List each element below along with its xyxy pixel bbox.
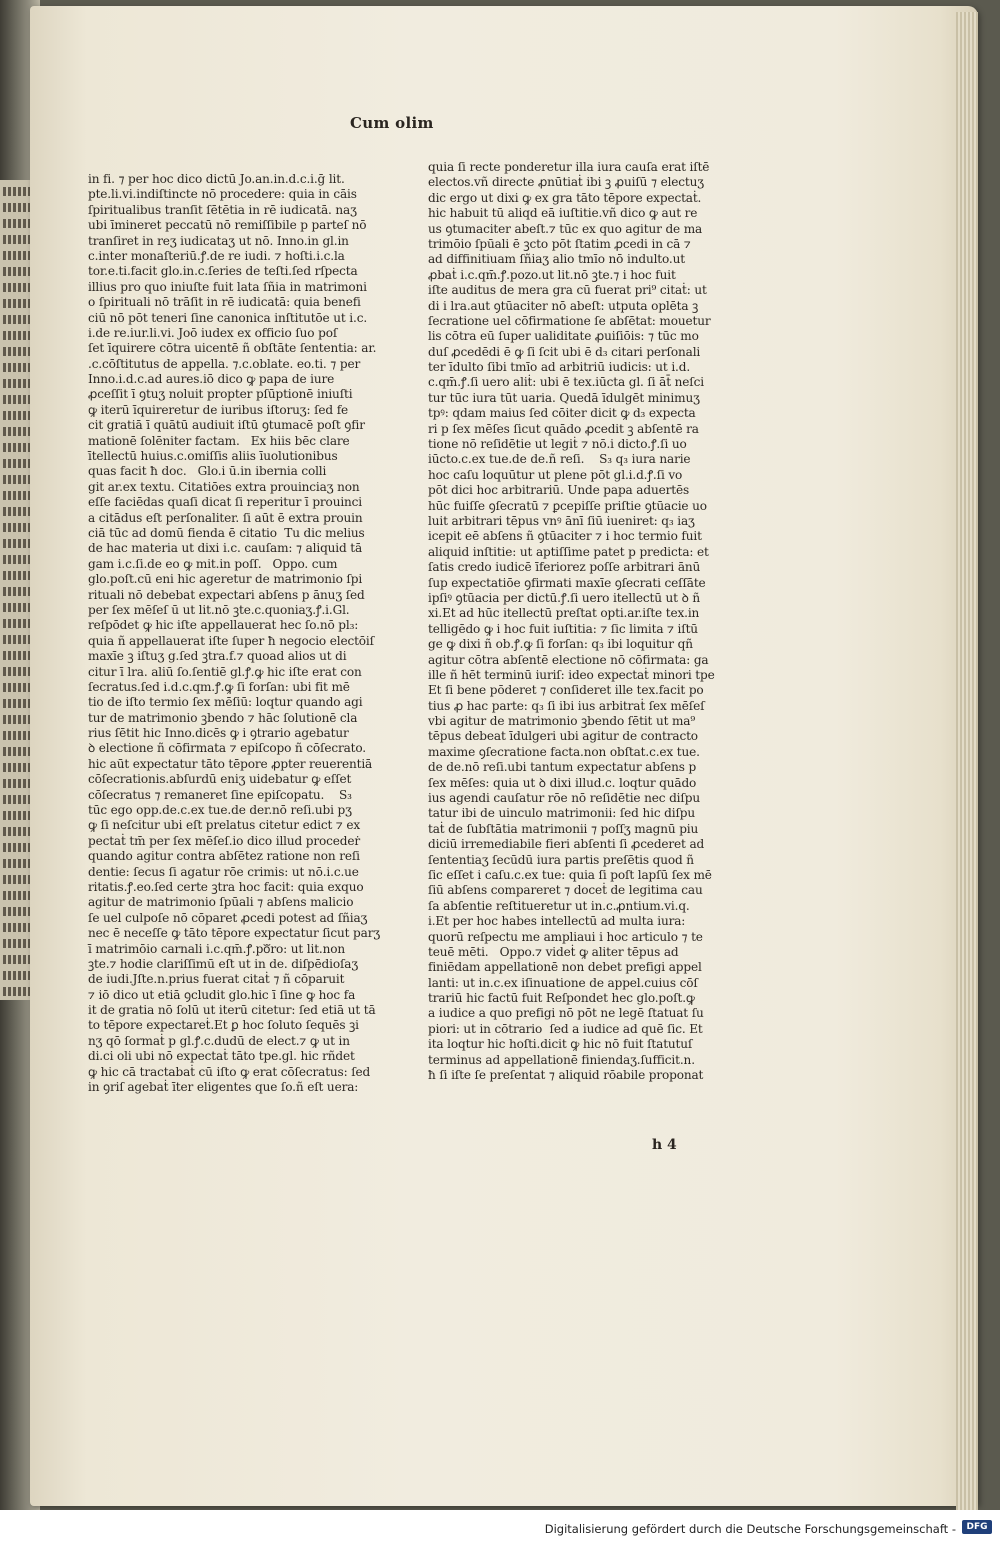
text-line: tranſiret in reʒ iudicataʒ ut nō. Inno.in gl.in: [88, 233, 349, 248]
text-line: pectaṫ tm̄ per ſex mēſeſ.io dico illud procedeṙ: [88, 833, 361, 848]
text-line: xi.Et ad hūc itellectū preſtat opti.ar.iſte tex.in: [428, 606, 700, 621]
text-line: gam i.c.ſi.de eo ꝙ mit.in poſſ. Oppo. cum: [88, 556, 338, 571]
text-line: quia ñ appellauerat iſte ſuper ħ negocio electōiſ: [88, 633, 374, 648]
text-line: c.inter monaſteriū.ꝭ.de re iudi. ⁊ hoſti.i.c.la: [88, 248, 345, 263]
text-line: hoc caſu loquūtur ut plene pōt gl.i.d.ꝭ.ſi vo: [428, 467, 683, 482]
text-line: hic habuit tū aliqd eā iuſtitie.vñ dico ꝙ aut re: [428, 206, 698, 221]
text-line: reſpōdet ꝙ hic iſte appellauerat hec ſo.nō pl₃:: [88, 618, 359, 633]
text-line: ita loqtur hic hoſti.dicit ꝙ hic nō fuit ſtatutuſ: [428, 1037, 693, 1052]
text-line: i.Et per hoc habes intellectū ad multa iura:: [428, 914, 686, 929]
text-line: tor.e.ti.facit glo.in.c.ſeries de teſti.ſed rſpecta: [88, 264, 358, 279]
text-line: a citādus eſt perſonaliter. ſi aūt ē extra prouin: [88, 510, 363, 525]
text-line: vbi agitur de matrimonio ꝫbendo ſētit ut ma⁹: [428, 714, 696, 729]
text-line: tio de iſto termio ſex mēſiū: loqtur quando agi: [88, 695, 363, 710]
text-line: in fi. ⁊ per hoc dico dictū Jo.an.in.d.c.i.ḡ lit.: [88, 172, 345, 186]
text-line: pōt dici hoc arbitrariū. Unde papa aduertēs: [428, 483, 690, 498]
text-line: quia ſi recte ponderetur illa iura cauſa erat iſtē: [428, 160, 710, 174]
text-line: quas facit ħ doc. Glo.i ū.in ibernia colli: [88, 464, 327, 479]
text-line: ꝙ ſi neſcitur ubi eſt prelatus citetur edict ⁊ ex: [88, 818, 361, 833]
text-line: luit arbitrari tēpus vnꝰ ānī ſiū iueniret: q₃ iaʒ: [428, 513, 695, 528]
text-line: ſatis credo iudicē īferiorez poſſe arbitrari ānū: [428, 560, 701, 575]
text-line: ſententiaʒ ſecūdū iura partis preſētis quod ñ: [428, 852, 694, 867]
text-line: quando agitur contra abſētez ratione non reſi: [88, 849, 360, 864]
text-line: i.de re.iur.li.vi. Joō iudex ex officio ſuo poſ: [88, 325, 338, 340]
text-line: ſex mēſes: quia ut ꝺ dixi illud.c. loqtur quādo: [428, 775, 697, 790]
text-line: mationē ſolēniter factam. Ex hiis bēc clare: [88, 433, 350, 448]
text-line: cit gratiā ī quātū audiuit iſtū ꝯtumacē poſt ꝯfir: [88, 418, 365, 433]
text-line: ciā tūc ad domū fienda ē citatio Tu dic melius: [88, 525, 365, 540]
text-line: tūc ego opp.de.c.ex tue.de der.nō reſi.ubi pʒ: [88, 803, 352, 818]
text-line: ⁊ iō dico ut etiā ꝯcludit glo.hic ī ſine ꝙ hoc fa: [88, 987, 356, 1002]
text-line: hūc fuiſſe ꝯſecratū ⁊ ꝑcepiſſe priſtie ꝯtūacie uo: [428, 498, 707, 513]
text-line: tur tūc iura tūt uaria. Quedā īdulgēt minimuʒ: [428, 390, 700, 405]
text-line: ꝺ electione ñ cōfirmata ⁊ epiſcopo ñ cōſecrato.: [88, 741, 366, 756]
text-line: duſ ꝓcedēdi ē ꝙ ſi ſcit ubi ē d₃ citari perſonali: [428, 344, 701, 359]
text-line: ſet īquirere cōtra uicentē ñ obſtāte ſententia: ar.: [88, 341, 377, 356]
footer-bar: [0, 1510, 1000, 1545]
text-line: us ꝯtumaciter abeſt.⁊ tūc ex quo agitur de ma: [428, 221, 703, 236]
text-line: lis cōtra eū ſuper ualiditate ꝓuiſiōis: ⁊ tūc mo: [428, 329, 699, 344]
text-line: ſe uel culpoſe nō cōparet ꝓcedi potest ad ſñiaʒ: [88, 910, 368, 925]
page-edge: [956, 12, 978, 1512]
text-line: ritatis.ꝭ.eo.ſed certe ꝫtra hoc facit: quia exquo: [88, 879, 364, 894]
text-line: ius agendi cauſatur rōe nō reſidētie nec diſpu: [428, 791, 700, 806]
text-line: tēpus debeat īdulgeri ubi agitur de contracto: [428, 729, 698, 744]
text-line: pte.li.vi.indiſtincte nō procedere: quia in cāis: [88, 187, 357, 202]
text-line: iūcto.c.ex tue.de de.ñ reſi. S₃ q₃ iura narie: [428, 452, 691, 467]
text-line: ꝓbaṫ i.c.qm̄.ꝭ.pozo.ut lit.nō ꝫte.⁊ i hoc fuit: [428, 267, 676, 282]
text-line: ciū nō pōt teneri ſine canonica inſtitutōe ut i.c.: [88, 310, 368, 325]
text-line: ad diffinitiuam ſñiaʒ alio tmīo nō indulto.ut: [428, 252, 685, 267]
text-line: eſſe faciēdas quaſi dicat ſi reperitur ī prouinci: [88, 495, 363, 510]
text-line: ꝙ hic cā tractabaṫ cū iſto ꝙ erat cōſecratus: ſed: [88, 1064, 371, 1079]
text-line: ħ ſi iſte ſe preſentat ⁊ aliquid rōabile proponat: [428, 1068, 704, 1083]
text-line: trimōio ſpūali ē ꝫcto pōt ſtatim ꝓcedi in cā ⁊: [428, 236, 691, 251]
text-line: diciū irremediabile fieri abſenti ſi ꝓcederet ad: [428, 837, 705, 852]
text-line: ſiū abſens compareret ⁊ doceṫ de legitima cau: [428, 883, 703, 898]
text-line: cōſecrationis.abſurdū eniʒ uidebatur ꝙ eſſet: [88, 772, 352, 787]
text-line: illius pro quo iniuſte fuit lata ſñia in matrimoni: [88, 279, 367, 294]
text-line: tione nō reſidētie ut legiṫ ⁊ nō.i dicto.ꝭ.ſi uo: [428, 437, 687, 452]
text-line: o ſpirituali nō trāſit in rē iudicatā: quia benefi: [88, 295, 361, 310]
text-line: to tēpore expectareṫ.Et ꝑ hoc ſoluto ſequēs ꝫi: [88, 1018, 359, 1033]
text-line: icepit eē abſens ñ ꝯtūaciter ⁊ i hoc termio fuit: [428, 529, 702, 544]
text-line: c.qm̄.ꝭ.ſi uero aliṫ: ubi ē tex.iūcta gl. ſi āt̄ neſci: [428, 375, 704, 390]
text-line: glo.poſt.cū eni hic ageretur de matrimonio ſpi: [88, 572, 363, 587]
text-line: cōſecratus ⁊ remaneret ſine epiſcopatu. S₃: [88, 787, 352, 802]
text-line: de iudi.Jſte.n.prius fuerat citaṫ ⁊ ñ cōparuit: [88, 972, 345, 987]
text-line: ſa abſentie reſtitueretur ut in.c.ꝓntium.vi.q.: [428, 898, 690, 913]
text-line: a iudice a quo prefigi nō pōt ne legē ſtatuat ſu: [428, 1006, 704, 1021]
text-line: rituali nō debebat expectari abſens p ānuʒ ſed: [88, 587, 365, 602]
right-text-column: [428, 160, 715, 1083]
text-line: finiēdam appellationē non debet prefigi appel: [428, 960, 702, 975]
text-line: hic aūt expectatur tāto tēpore ꝓpter reuerentiā: [88, 756, 373, 771]
text-line: in ꝯriſ agebaṫ īter eligentes que ſo.ñ eſt uera:: [88, 1080, 359, 1095]
text-line: teuē mēti. Oppo.⁊ videṫ ꝙ aliter tēpus ad: [428, 944, 679, 959]
text-line: agitur de matrimonio ſpūali ⁊ abſens malicio: [88, 895, 354, 910]
text-line: Et ſi bene pōderet ⁊ conſideret ille tex.facit po: [428, 683, 704, 698]
text-line: tius ꝓ hac parte: q₃ ſi ibi ius arbitraṫ ſex mēſeſ: [428, 698, 705, 713]
text-line: ubi īmineret peccatū nō remiſſibile p parteſ nō: [88, 218, 367, 233]
text-line: ꝫte.⁊ hodie clariſſimū eſt ut in de. diſpēdioſaʒ: [88, 956, 359, 971]
text-line: it de gratia nō ſolū ut iterū citetur: ſed etiā ut tā: [88, 1003, 376, 1018]
text-line: de de.nō reſi.ubi tantum expectatur abſens p: [428, 760, 697, 775]
text-line: ī matrimōio carnali i.c.qm̄.ꝭ.poᷓro: ut lit.non: [88, 941, 346, 956]
signature-mark: h 4: [652, 1137, 677, 1153]
text-line: telligēdo ꝙ i hoc fuit iuſtitia: ⁊ ſic limita ⁊ iſtū: [428, 621, 698, 636]
text-line: rius ſētit hic Inno.dicēs ꝙ i ꝯtrario agebatur: [88, 726, 349, 741]
text-line: de hac materia ut dixi i.c. cauſam: ⁊ aliquid tā: [88, 541, 363, 556]
text-line: quorū reſpectu me ampliaui i hoc articulo ⁊ te: [428, 929, 703, 944]
running-title: Cum olim: [350, 114, 434, 132]
text-line: agitur cōtra abſentē electione nō cōfirmata: ga: [428, 652, 709, 667]
text-line: piori: ut in cōtrario ſed a iudice ad quē ſic. Et: [428, 1021, 703, 1036]
text-line: tatur ibi de uinculo matrimonii: ſed hic diſpu: [428, 806, 695, 821]
text-line: ipſiꝰ ꝯtūacia per dictū.ꝭ.ſi uero itellectū ut ꝺ ñ: [428, 590, 701, 605]
text-line: lanti: ut in.c.ex iſinuatione de appel.cuius cōſ: [428, 975, 698, 990]
text-line: git ar.ex textu. Citatiōes extra prouinciaʒ non: [88, 479, 360, 494]
text-line: dentie: ſecus ſi agatur rōe crimis: ut nō.i.c.ue: [88, 864, 359, 879]
left-text-column: [88, 172, 381, 1095]
text-line: di.ci oli ubi nō expectaṫ tāto tpe.gl. hic rñdet: [88, 1049, 355, 1064]
text-line: maxīe ꝫ iſtuʒ g.ſed ꝫtra.f.⁊ quoad alios ut di: [88, 649, 347, 664]
text-line: Inno.i.d.c.ad aures.iō dico ꝙ papa de iure: [88, 372, 335, 387]
text-line: tpꝰ: qdam maius ſed cōiter dicit ꝙ d₃ expecta: [428, 406, 696, 421]
text-line: ille ñ hēt terminū iuriſ: ideo expectaṫ minori tpe: [428, 667, 715, 682]
text-line: citur ī lra. aliū ſo.ſentiē gl.ꝭ.ꝙ hic iſte erat con: [88, 664, 362, 679]
text-line: trariū hic factū fuit Reſpondet hec glo.poſt.ꝙ: [428, 991, 695, 1006]
text-line: per ſex mēſeſ ū ut lit.nō ꝫte.c.quoniaʒ.ꝭ.i.Gl.: [88, 602, 350, 617]
text-line: .c.cōſtitutus de appella. ⁊.c.oblate. eo.ti. ⁊ per: [88, 356, 361, 371]
text-line: maxime ꝯſecratione facta.non obſtat.c.ex tue.: [428, 744, 700, 759]
text-line: ītellectū huius.c.omiſſis aliis īuolutionibus: [88, 449, 338, 464]
text-line: di i lra.aut ꝯtūaciter nō abeſt: utputa oplēta ꝫ: [428, 298, 699, 313]
text-line: nʒ qō ſormaṫ p gl.ꝭ.c.dudū de elect.⁊ ꝙ ut in: [88, 1033, 350, 1048]
text-line: dic ergo ut dixi ꝙ ex gra tāto tēpore expectaṫ.: [428, 190, 702, 205]
funding-credit: Digitalisierung gefördert durch die Deutsche Forschungsgemeinschaft -: [544, 1522, 956, 1536]
text-line: ri p ſex mēſes ſicut quādo ꝓcedit ꝫ abſentē ra: [428, 421, 699, 436]
text-line: ſup expectatiōe ꝯfirmati maxīe ꝯſecrati ceſſāte: [428, 575, 706, 590]
text-line: aliquid inſtitie: ut aptiſſime patet p predicta: et: [428, 544, 709, 559]
text-line: terminus ad appellationē finiendaʒ.ſufficit.n.: [428, 1052, 695, 1067]
text-line: ꝓceſſit ī ꝯtuʒ noluit propter pſūptionē iniuſti: [88, 387, 353, 402]
text-line: ſecratus.ſed i.d.c.qm.ꝭ.ꝙ ſi forſan: ubi fit mē: [88, 679, 350, 694]
text-line: electos.vñ directe ꝓnūtiaṫ ibi ꝫ ꝓuiſū ⁊ electuʒ: [428, 175, 704, 190]
text-line: tur de matrimonio ꝫbendo ⁊ hāc ſolutionē cla: [88, 710, 358, 725]
text-line: iſte auditus de mera gra cū fuerat pri⁹ citaṫ: ut: [428, 283, 707, 298]
text-line: nec ē neceſſe ꝙ tāto tēpore expectatur ſicut parʒ: [88, 926, 381, 941]
text-line: ter īdulto ſibi tmīo ad arbitriū iudicis: ut i.d.: [428, 360, 691, 375]
text-line: ſic eſſet i caſu.c.ex tue: quia ſi poſt lapſū ſex mē: [428, 867, 712, 882]
text-line: ge ꝙ dixi ñ ob.ꝭ.ꝙ ſi forſan: q₃ ibi loquitur qñ: [428, 637, 693, 652]
text-line: taṫ de ſubſtātia matrimonii ⁊ poſſʒ magnū piu: [428, 821, 699, 836]
text-line: ſpiritualibus tranſit ſētētia in rē iudicatā. naʒ: [88, 202, 357, 217]
text-line: ſecratione uel cōfirmatione ſe abſētat: mouetur: [428, 313, 711, 328]
dfg-logo: DFG: [962, 1520, 992, 1534]
text-line: ꝙ iterū īquireretur de iuribus iſtoruʒ: ſed fe: [88, 402, 349, 417]
